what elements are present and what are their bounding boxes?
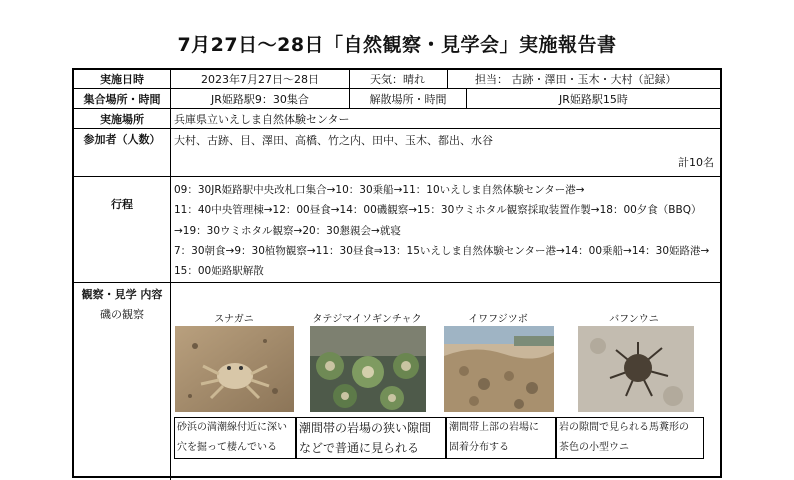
photo-title: スナガニ (214, 314, 254, 325)
sea-urchin-photo (578, 326, 694, 412)
caption-line: 穴を掘って棲んでいる (177, 442, 277, 453)
weather: 天気：晴れ (370, 73, 425, 86)
meet-value: JR姫路駅9：30集合 (211, 92, 309, 106)
date-label: 実施日時 (100, 73, 144, 86)
caption-line: 茶色の小型ウニ (559, 442, 629, 453)
caption-line: 潮間帯の岩場の狭い隙間 (299, 421, 432, 435)
dismiss-value: JR姫路駅15時 (559, 92, 628, 106)
members-value: 大村、古跡、目、澤田、高橋、竹之内、田中、玉木、都出、水谷 (174, 134, 493, 147)
schedule-line: 7：30朝食→9：30植物観察→11：30昼食⇒13：15いえしま自然体験センター港→14：00乗船→14：30姫路港→ (174, 244, 710, 257)
meet-label: 集合場所・時間 (83, 92, 161, 106)
staff: 担当： 古跡・澤田・玉木・大村（記録） (475, 73, 677, 86)
members-label: 参加者（人数） (83, 133, 161, 146)
observation-label: 観察・見学 内容 (81, 288, 163, 301)
caption-line: 潮間帯上部の岩場に (449, 422, 539, 433)
sand-crab-photo (175, 326, 294, 412)
place-value: 兵庫県立いえしま自然体験センター (174, 112, 350, 126)
caption-box (296, 417, 446, 459)
caption-box (556, 417, 704, 459)
schedule-line: →19：30ウミホタル観察→20：30懇親会→就寝 (174, 224, 401, 237)
report-table (72, 68, 722, 478)
caption-box (174, 417, 296, 459)
schedule-line: 15：00姫路駅解散 (174, 264, 264, 277)
caption-box (446, 417, 556, 459)
barnacle-photo (444, 326, 554, 412)
schedule-label: 行程 (111, 197, 133, 211)
caption-line: 砂浜の満潮線付近に深い (177, 422, 287, 433)
schedule-line: 09：30JR姫路駅中央改札口集合→10：30乗船→11：10いえしま自然体験センター港→ (174, 183, 585, 196)
schedule-line: 11：40中央管理棟→12：00昼食→14：00磯観察→15：30ウミホタル観察採取装置作製→18：00夕食（BBQ） (174, 203, 702, 216)
sea-anemone-photo (310, 326, 426, 412)
caption-line: 固着分布する (449, 442, 509, 453)
caption-line: 岩の隙間で見られる馬糞形の (559, 422, 689, 433)
photo-title: バフンウニ (609, 314, 659, 325)
photo-title: イワフジツボ (468, 314, 528, 325)
place-label: 実施場所 (100, 112, 144, 126)
photo-title: タテジマイソギンチャク (312, 314, 422, 325)
page-title: 7月27日～28日「自然観察・見学会」実施報告書 (177, 34, 617, 56)
members-total: 計10名 (678, 156, 714, 169)
date-value: 2023年7月27日～28日 (201, 73, 319, 86)
observation-sub: 磯の観察 (100, 308, 144, 321)
caption-line: などで普通に見られる (299, 441, 420, 455)
dismiss-label: 解散場所・時間 (369, 92, 447, 106)
